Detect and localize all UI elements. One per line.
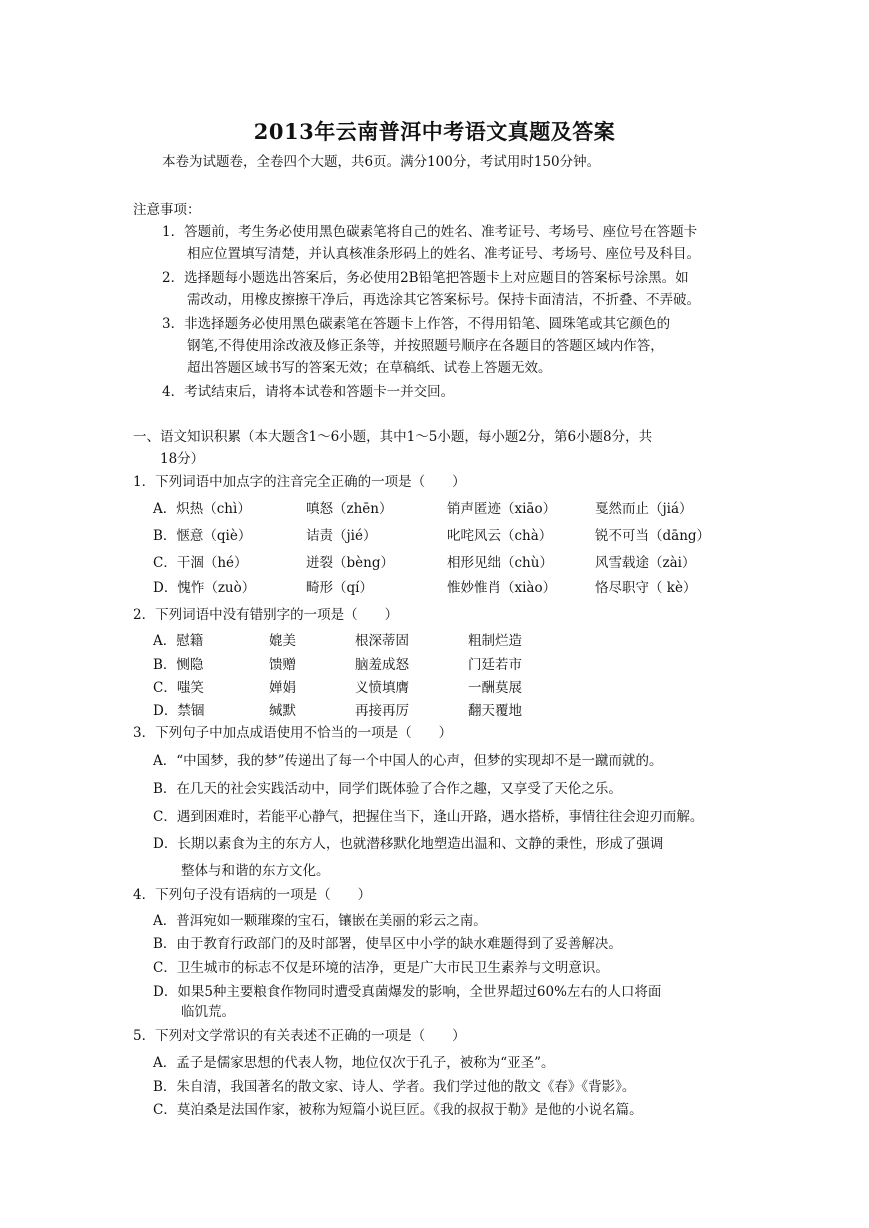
question-4-option-d: D．如果5种主要粮食作物同时遭受真菌爆发的影响，全世界超过60%左右的人口将面 (153, 984, 662, 1000)
option-item: B．恻隐 (153, 657, 204, 673)
question-3-stem: 3．下列句子中加点成语使用不恰当的一项是（ ） (133, 725, 453, 741)
option-item: 根深蒂固 (355, 633, 409, 649)
notice-item: 4．考试结束后，请将本试卷和答题卡一并交回。 (162, 384, 455, 400)
question-5-option-c: C．莫泊桑是法国作家，被称为短篇小说巨匠。《我的叔叔于勒》是他的小说名篇。 (153, 1102, 643, 1118)
notice-item: 超出答题区域书写的答案无效；在草稿纸、试卷上答题无效。 (187, 360, 552, 376)
option-item: 销声匿迹（xiāo） (447, 501, 557, 517)
question-3-option-a: A．“中国梦，我的梦”传递出了每一个中国人的心声，但梦的实现却不是一蹴而就的。 (153, 753, 663, 769)
option-item: 锐不可当（dāng） (595, 528, 711, 544)
notice-item: 1．答题前，考生务必使用黑色碳素笔将自己的姓名、准考证号、考场号、座位号在答题卡 (162, 224, 698, 240)
question-5-option-b: B．朱自清，我国著名的散文家、诗人、学者。我们学过他的散文《春》《背影》。 (153, 1079, 636, 1095)
question-5-stem: 5．下列对文学常识的有关表述不正确的一项是（ ） (133, 1028, 466, 1044)
option-item: 脑羞成怒 (355, 657, 409, 673)
question-5-option-a: A．孟子是儒家思想的代表人物，地位仅次于孔子，被称为“亚圣”。 (153, 1055, 555, 1071)
question-1-stem: 1．下列词语中加点字的注音完全正确的一项是（ ） (133, 474, 466, 490)
notice-item: 3．非选择题务必使用黑色碳素笔在答题卡上作答，不得用铅笔、圆珠笔或其它颜色的 (162, 316, 671, 332)
option-item: 诘责（jié） (306, 528, 377, 544)
option-item: 粗制烂造 (468, 633, 522, 649)
option-item: 门廷若市 (468, 657, 522, 673)
option-item: 迸裂（bèng） (306, 555, 394, 571)
notice-item: 需改动，用橡皮擦擦干净后，再选涂其它答案标号。保持卡面清洁，不折叠、不弄破。 (187, 292, 700, 308)
option-item: A．慰籍 (153, 633, 204, 649)
option-item: 畸形（qí） (306, 580, 373, 596)
notice-item: 2．选择题每小题选出答案后，务必使用2B铅笔把答题卡上对应题目的答案标号涂黑。如 (162, 270, 689, 286)
option-item: A．炽热（chì） (153, 501, 251, 517)
option-item: 相形见绌（chù） (447, 555, 553, 571)
option-item: 嗔怒（zhēn） (306, 501, 393, 517)
question-3-option-b: B．在几天的社会实践活动中，同学们既体验了合作之趣，又享受了天伦之乐。 (153, 781, 622, 797)
page-title: 2013年云南普洱中考语文真题及答案 (253, 119, 616, 144)
notice-heading: 注意事项： (133, 202, 201, 218)
section-heading: 一、语文知识积累（本大题含1～6小题，其中1～5小题，每小题2分，第6小题8分，共 (133, 429, 653, 445)
question-3-option-c: C．遇到困难时，若能平心静气，把握住当下，逢山开路，遇水搭桥，事情往往会迎刃而解。 (153, 809, 704, 825)
option-item: D．愧怍（zuò） (153, 580, 256, 596)
option-item: 恪尽职守（ kè） (595, 580, 697, 596)
option-item: 缄默 (269, 703, 296, 719)
option-item: B．惬意（qiè） (153, 528, 252, 544)
question-4-option-a: A．普洱宛如一颗璀璨的宝石，镶嵌在美丽的彩云之南。 (153, 913, 487, 929)
option-item: C．嗤笑 (153, 680, 204, 696)
option-item: 翻天覆地 (468, 703, 522, 719)
option-item: 义愤填膺 (355, 680, 409, 696)
option-item: 媲美 (269, 633, 296, 649)
question-3-option-d: D．长期以素食为主的东方人，也就潜移默化地塑造出温和、文静的秉性，形成了强调 (153, 836, 664, 852)
question-2-stem: 2．下列词语中没有错别字的一项是（ ） (133, 607, 399, 623)
option-item: 一酬莫展 (468, 680, 522, 696)
question-4-option-b: B．由于教育行政部门的及时部署，使旱区中小学的缺水难题得到了妥善解决。 (153, 936, 622, 952)
section-heading: 18分） (160, 451, 205, 467)
option-item: 戛然而止（jiá） (595, 501, 693, 517)
option-item: 风雪载途（zài） (595, 555, 696, 571)
question-4-stem: 4．下列句子没有语病的一项是（ ） (133, 887, 372, 903)
option-item: 婵娟 (269, 680, 296, 696)
exam-intro: 本卷为试题卷，全卷四个大题，共6页。满分100分，考试用时150分钟。 (162, 154, 601, 170)
notice-item: 钢笔,不得使用涂改液及修正条等，并按照题号顺序在各题目的答题区域内作答， (187, 338, 664, 354)
option-item: C．干涸（hé） (153, 555, 248, 571)
option-item: 叱咤风云（chà） (447, 528, 553, 544)
question-4-option-c: C．卫生城市的标志不仅是环境的洁净，更是广大市民卫生素养与文明意识。 (153, 960, 609, 976)
option-item: D．禁锢 (153, 703, 205, 719)
notice-item: 相应位置填写清楚，并认真核准条形码上的姓名、准考证号、考场号、座位号及科目。 (187, 246, 700, 262)
question-3-option-d-cont: 整体与和谐的东方文化。 (181, 863, 330, 879)
question-4-option-d-cont: 临饥荒。 (181, 1004, 235, 1020)
option-item: 惟妙惟肖（xiào） (447, 580, 557, 596)
option-item: 再接再厉 (355, 703, 409, 719)
option-item: 馈赠 (269, 657, 296, 673)
